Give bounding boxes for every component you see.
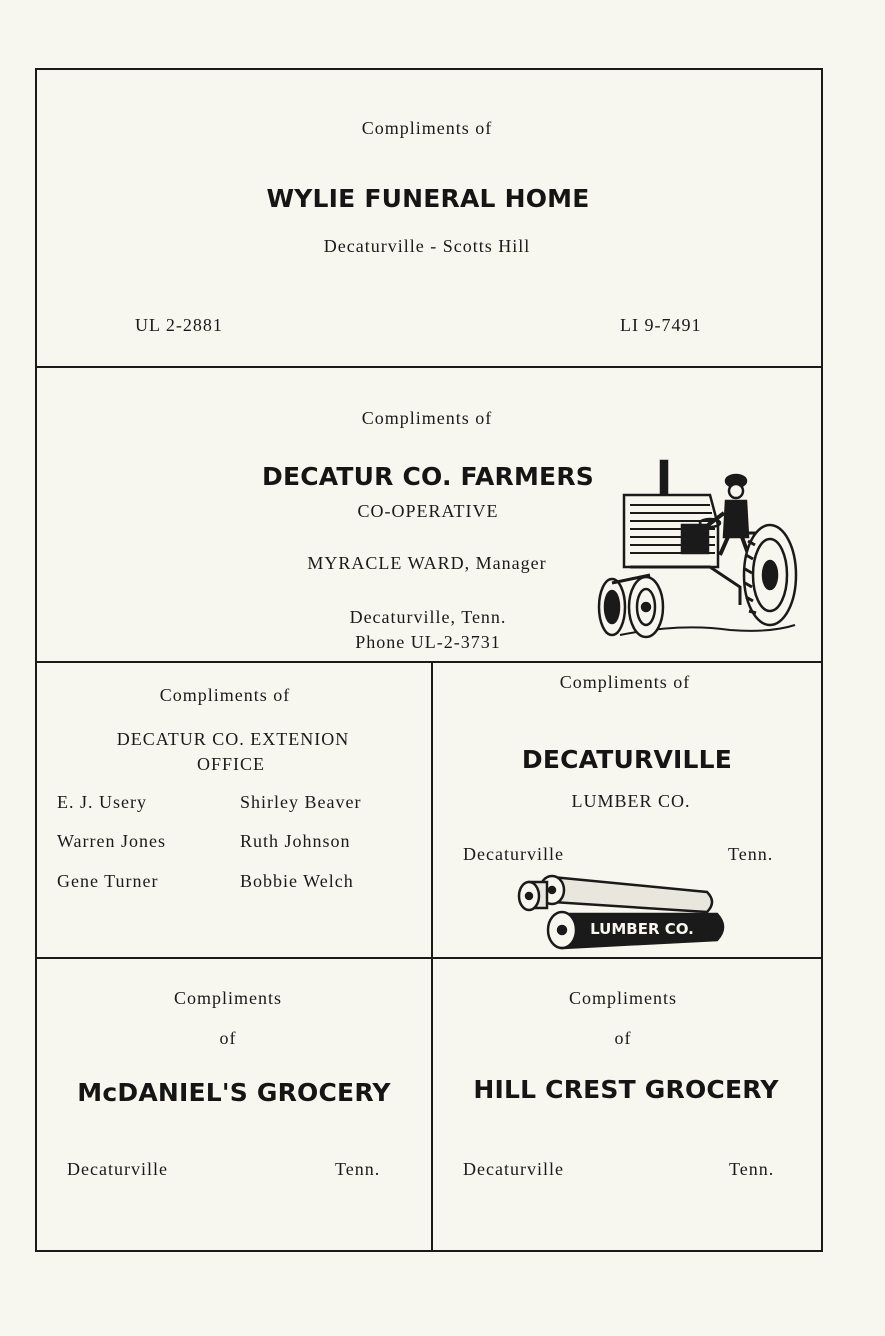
phone-number: LI 9-7491	[620, 315, 702, 335]
business-subtitle: CO-OPERATIVE	[357, 501, 499, 521]
phone-number: UL 2-2881	[135, 315, 223, 335]
compliments-text: Compliments of	[361, 118, 493, 138]
column-divider	[431, 661, 433, 1250]
business-city: Decaturville	[463, 1159, 564, 1179]
business-state: Tenn.	[335, 1159, 381, 1179]
business-phone: Phone UL-2-3731	[355, 632, 501, 652]
manager-name: MYRACLE WARD, Manager	[307, 553, 547, 573]
business-location: Decaturville - Scotts Hill	[323, 236, 531, 256]
business-city: Decaturville	[463, 844, 564, 864]
of-text: of	[614, 1028, 632, 1048]
staff-name: E. J. Usery	[57, 792, 147, 812]
staff-name: Ruth Johnson	[240, 831, 351, 851]
business-state: Tenn.	[729, 1159, 775, 1179]
divider-line	[37, 366, 821, 368]
business-name: DECATURVILLE	[521, 745, 733, 774]
tractor-image	[590, 455, 800, 640]
compliments-text: Compliments of	[559, 672, 691, 692]
compliments-text: Compliments	[173, 988, 283, 1008]
divider-line	[37, 957, 821, 959]
staff-name: Warren Jones	[57, 831, 167, 851]
business-name: DECATUR CO. FARMERS	[262, 462, 594, 491]
log-label: LUMBER CO.	[590, 920, 694, 938]
staff-name: Shirley Beaver	[240, 792, 362, 812]
business-city: Decaturville	[67, 1159, 168, 1179]
office-name-line2: OFFICE	[196, 754, 266, 774]
business-name: HILL CREST GROCERY	[473, 1075, 779, 1104]
compliments-text: Compliments	[568, 988, 678, 1008]
divider-line	[37, 661, 821, 663]
business-address: Decaturville, Tenn.	[349, 607, 507, 627]
lumber-logs-image	[517, 872, 727, 952]
of-text: of	[219, 1028, 237, 1048]
staff-name: Gene Turner	[57, 871, 159, 891]
business-name: WYLIE FUNERAL HOME	[266, 184, 590, 213]
staff-name: Bobbie Welch	[240, 871, 354, 891]
office-name-line1: DECATUR CO. EXTENION	[116, 729, 350, 749]
business-name: McDANIEL'S GROCERY	[77, 1078, 391, 1107]
business-state: Tenn.	[728, 844, 774, 864]
business-subtitle: LUMBER CO.	[571, 791, 691, 811]
compliments-text: Compliments of	[159, 685, 291, 705]
compliments-text: Compliments of	[361, 408, 493, 428]
